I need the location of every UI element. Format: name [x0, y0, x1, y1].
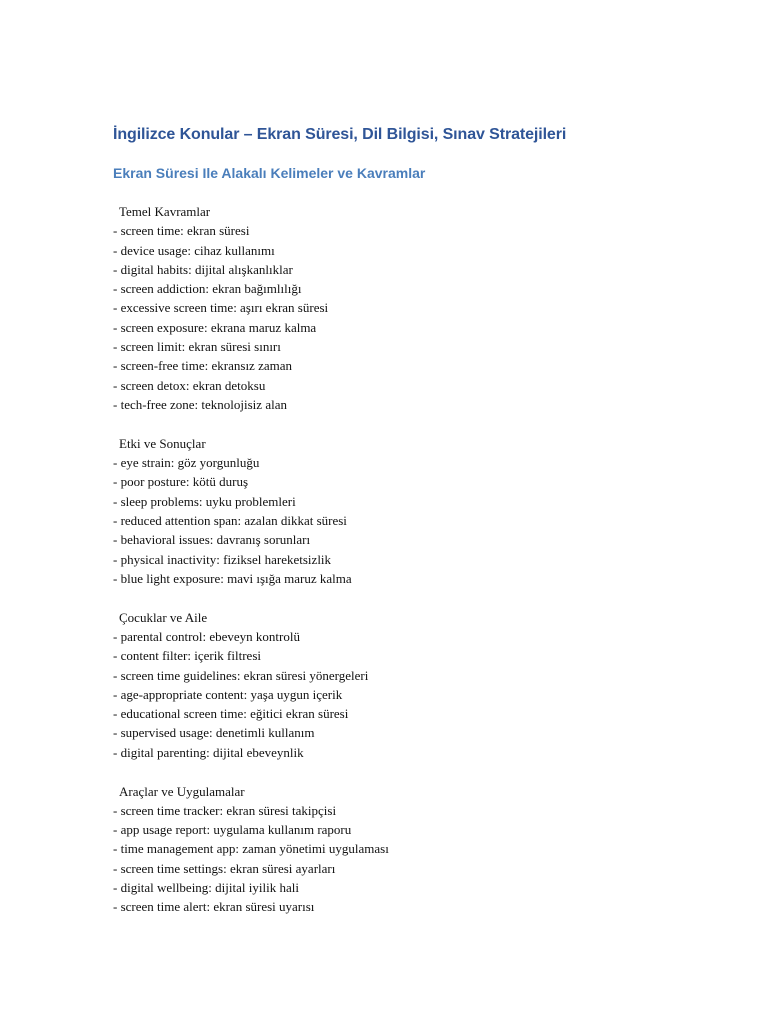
- vocabulary-section: [113, 782, 673, 917]
- term-item: - reduced attention span: azalan dikkat süresi: [113, 512, 347, 528]
- term-item: - parental control: ebeveyn kontrolü: [113, 628, 300, 644]
- term-item: - screen limit: ekran süresi sınırı: [113, 339, 281, 355]
- term-item: - physical inactivity: fiziksel hareketsizlik: [113, 551, 332, 567]
- term-list: [113, 801, 673, 917]
- term-item: - digital habits: dijital alışkanlıklar: [113, 261, 293, 277]
- term-item: - screen exposure: ekrana maruz kalma: [113, 319, 317, 335]
- term-item: - app usage report: uygulama kullanım raporu: [113, 822, 352, 838]
- term-item: - age-appropriate content: yaşa uygun içerik: [113, 686, 343, 702]
- term-item: - supervised usage: denetimli kullanım: [113, 725, 315, 741]
- term-item: - digital parenting: dijital ebeveynlik: [113, 744, 304, 760]
- term-list: [113, 453, 673, 588]
- term-item: - screen time guidelines: ekran süresi yönergeleri: [113, 667, 369, 683]
- term-list: [113, 221, 673, 414]
- term-item: - poor posture: kötü duruş: [113, 474, 249, 490]
- vocabulary-section: [113, 608, 673, 762]
- document-title: İngilizce Konular – Ekran Süresi, Dil Bilgisi, Sınav Stratejileri: [113, 126, 567, 143]
- vocabulary-section: [113, 434, 673, 588]
- term-item: - educational screen time: eğitici ekran süresi: [113, 706, 349, 722]
- section-heading: Araçlar ve Uygulamalar: [119, 783, 245, 799]
- term-item: - screen time alert: ekran süresi uyarısı: [113, 899, 315, 915]
- document-subtitle: Ekran Süresi Ile Alakalı Kelimeler ve Kavramlar: [113, 165, 426, 181]
- term-item: - blue light exposure: mavi ışığa maruz kalma: [113, 570, 352, 586]
- term-item: - screen time: ekran süresi: [113, 223, 250, 239]
- section-heading: Çocuklar ve Aile: [119, 609, 208, 625]
- term-item: - screen addiction: ekran bağımlılığı: [113, 281, 302, 297]
- term-item: - content filter: içerik filtresi: [113, 648, 261, 664]
- section-heading: Temel Kavramlar: [119, 204, 211, 219]
- term-item: - sleep problems: uyku problemleri: [113, 493, 296, 509]
- term-item: - digital wellbeing: dijital iyilik hali: [113, 880, 299, 895]
- term-item: - excessive screen time: aşırı ekran süresi: [113, 300, 329, 316]
- vocabulary-sections: [113, 202, 673, 917]
- term-item: - screen detox: ekran detoksu: [113, 377, 266, 393]
- term-item: - screen-free time: ekransız zaman: [113, 358, 293, 374]
- section-heading: Etki ve Sonuçlar: [119, 435, 206, 451]
- term-item: - screen time settings: ekran süresi ayarları: [113, 860, 336, 876]
- term-item: - tech-free zone: teknolojisiz alan: [113, 396, 287, 412]
- term-item: - eye strain: göz yorgunluğu: [113, 455, 260, 471]
- vocabulary-section: [113, 202, 673, 414]
- term-item: - behavioral issues: davranış sorunları: [113, 532, 311, 548]
- term-item: - time management app: zaman yönetimi uygulaması: [113, 841, 389, 857]
- term-item: - device usage: cihaz kullanımı: [113, 242, 275, 258]
- term-item: - screen time tracker: ekran süresi takipçisi: [113, 802, 337, 818]
- term-list: [113, 627, 673, 762]
- document-content: [113, 124, 673, 936]
